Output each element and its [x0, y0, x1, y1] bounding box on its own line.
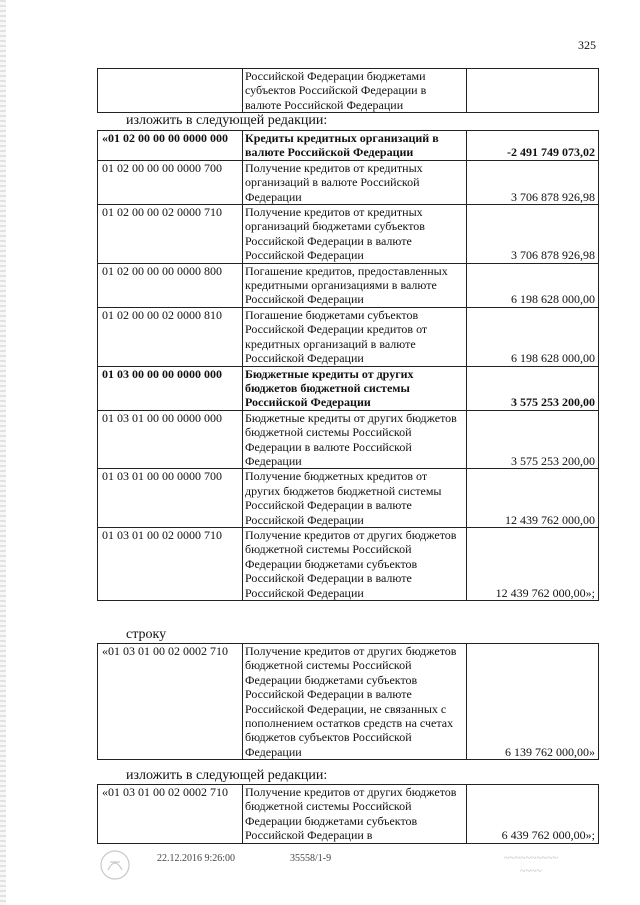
row-code: 01 03 01 00 02 0000 710: [98, 527, 243, 600]
table-row: [98, 527, 599, 600]
row-code: 01 03 01 00 00 0000 700: [98, 469, 243, 528]
row-amount: 3 706 878 926,98: [467, 205, 599, 264]
row-amount: -2 491 749 073,02: [467, 131, 599, 161]
table-main: [97, 130, 599, 601]
row-code: 01 02 00 00 02 0000 810: [98, 307, 243, 366]
table-row: [98, 131, 599, 161]
row-name: Получение кредитов от кредитных организаций в валюте Российской Федерации: [243, 160, 467, 204]
row-code: 01 02 00 00 00 0000 800: [98, 263, 243, 307]
instruction-phrase-row: строку: [126, 627, 167, 642]
row-name: Получение кредитов от других бюджетов бюджетной системы Российской Федерации бюджетами субъектов Российской Федерации в валюте Российской Федерации, не связанных с пополнением остатков средств на счетах бюджетов субъектов Российской Федерации: [243, 644, 467, 760]
row-amount: [467, 69, 599, 113]
row-code: 01 02 00 00 00 0000 700: [98, 160, 243, 204]
row-code: «01 03 01 00 02 0002 710: [98, 644, 243, 760]
instruction-phrase-new: изложить в следующей редакции:: [126, 768, 328, 783]
table-row: [98, 69, 599, 113]
table-row: [98, 366, 599, 410]
instruction-phrase: изложить в следующей редакции:: [126, 113, 328, 128]
row-name: Получение кредитов от других бюджетов бюджетной системы Российской Федерации бюджетами субъектов Российской Федерации в: [243, 785, 467, 844]
row-code: [98, 69, 243, 113]
row-amount: 6 139 762 000,00»: [467, 644, 599, 760]
row-name: Российской Федерации бюджетами субъектов Российской Федерации в валюте Российской Федерации: [243, 69, 467, 113]
row-code: 01 02 00 00 02 0000 710: [98, 205, 243, 264]
table-row: [98, 410, 599, 469]
table-row: [98, 644, 599, 760]
table-top: [97, 68, 599, 113]
electronic-stamp: ~~~~~~~~~~ ~~~~: [503, 853, 559, 877]
row-amount: 12 439 762 000,00»;: [467, 527, 599, 600]
row-amount: 3 575 253 200,00: [467, 410, 599, 469]
row-name: Кредиты кредитных организаций в валюте Российской Федерации: [243, 131, 467, 161]
row-name: Получение кредитов от кредитных организаций бюджетами субъектов Российской Федерации в валюте Российской Федерации: [243, 205, 467, 264]
table-row: [98, 785, 599, 844]
row-amount: 3 706 878 926,98: [467, 160, 599, 204]
row-code: 01 03 01 00 00 0000 000: [98, 410, 243, 469]
row-amount: 3 575 253 200,00: [467, 366, 599, 410]
row-name: Бюджетные кредиты от других бюджетов бюджетной системы Российской Федерации в валюте Российской Федерации: [243, 410, 467, 469]
row-name: Погашение бюджетами субъектов Российской Федерации кредитов от кредитных организаций в валюте Российской Федерации: [243, 307, 467, 366]
row-code: «01 02 00 00 00 0000 000: [98, 131, 243, 161]
table-row: [98, 469, 599, 528]
row-name: Бюджетные кредиты от других бюджетов бюджетной системы Российской Федерации: [243, 366, 467, 410]
row-amount: 12 439 762 000,00: [467, 469, 599, 528]
row-code: «01 03 01 00 02 0002 710: [98, 785, 243, 844]
table-row: [98, 263, 599, 307]
table-row-new: [97, 784, 599, 844]
row-name: Получение бюджетных кредитов от других бюджетов бюджетной системы Российской Федерации в валюте Российской Федерации: [243, 469, 467, 528]
table-row: [98, 307, 599, 366]
row-amount: 6 198 628 000,00: [467, 263, 599, 307]
row-amount: 6 439 762 000,00»;: [467, 785, 599, 844]
footer-timestamp: 22.12.2016 9:26:00: [157, 853, 236, 864]
table-row: [98, 160, 599, 204]
page-number: 325: [578, 38, 596, 52]
table-row: [98, 205, 599, 264]
row-name: Погашение кредитов, предоставленных кредитными организациями в валюте Российской Федерации: [243, 263, 467, 307]
table-row-old: [97, 643, 599, 760]
scan-edge: [0, 0, 6, 905]
row-name: Получение кредитов от других бюджетов бюджетной системы Российской Федерации бюджетами субъектов Российской Федерации в валюте Российской Федерации: [243, 527, 467, 600]
footer-doc-id: 35558/1-9: [290, 853, 332, 864]
row-amount: 6 198 628 000,00: [467, 307, 599, 366]
emblem-icon: [98, 848, 132, 882]
row-code: 01 03 00 00 00 0000 000: [98, 366, 243, 410]
